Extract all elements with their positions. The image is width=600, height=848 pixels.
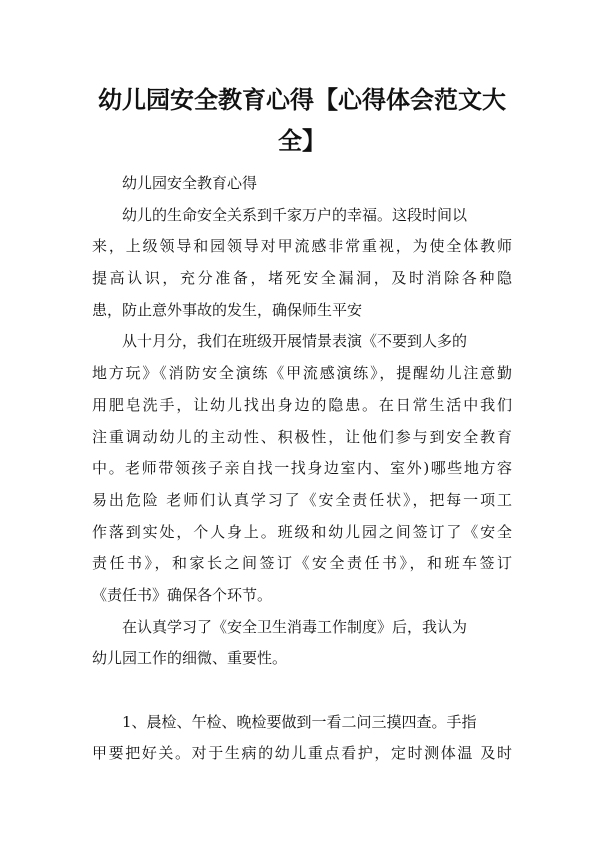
- paragraph-line: 地方玩》《消防安全演练《甲流感演练》，提醒幼儿注意勤: [92, 364, 512, 383]
- document-title-line-2: 全】: [278, 127, 326, 155]
- paragraph-line: 来，上级领导和园领导对甲流感非常重视，为使全体教师: [92, 237, 512, 256]
- document-body: [92, 168, 512, 770]
- paragraph-line: 注重调动幼儿的主动性、积极性，让他们参与到安全教育: [92, 427, 512, 446]
- paragraph-line: 中。老师带领孩子亲自找一找身边室内、室外)哪些地方容: [92, 459, 512, 478]
- paragraph-line: 幼儿的生命安全关系到千家万户的幸福。这段时间以: [122, 205, 468, 224]
- paragraph-line: 责任书》，和家长之间签订《安全责任书》，和班车签订: [92, 554, 512, 573]
- paragraph-line: 从十月分，我们在班级开展情景表演《不要到人多的: [122, 332, 468, 351]
- paragraph-line: 《责任书》确保各个环节。: [92, 585, 273, 604]
- blank-line: [92, 675, 512, 707]
- subtitle-line: 幼儿园安全教育心得: [122, 174, 258, 192]
- paragraph-line: 患，防止意外事故的发生，确保师生平安: [92, 300, 363, 319]
- paragraph-line: 在认真学习了《安全卫生消毒工作制度》后，我认为: [122, 617, 468, 636]
- paragraph-line: 易出危险 老师们认真学习了《安全责任状》，把每一项工: [92, 490, 512, 509]
- paragraph-line: 用肥皂洗手，让幼儿找出身边的隐患。在日常生活中我们: [92, 395, 512, 414]
- paragraph-line: 1、晨检、午检、晚检要做到一看二问三摸四查。手指: [122, 712, 477, 731]
- paragraph-line: 幼儿园工作的细微、重要性。: [92, 649, 288, 668]
- paragraph-line: 提高认识，充分准备，堵死安全漏洞，及时消除各种隐: [92, 269, 512, 288]
- paragraph-line: 甲要把好关。对于生病的幼儿重点看护，定时测体温 及时: [92, 744, 512, 763]
- paragraph-line: 作落到实处，个人身上。班级和幼儿园之间签订了《安全: [92, 522, 512, 541]
- document-title-line-1: 幼儿园安全教育心得【心得体会范文大: [98, 86, 506, 114]
